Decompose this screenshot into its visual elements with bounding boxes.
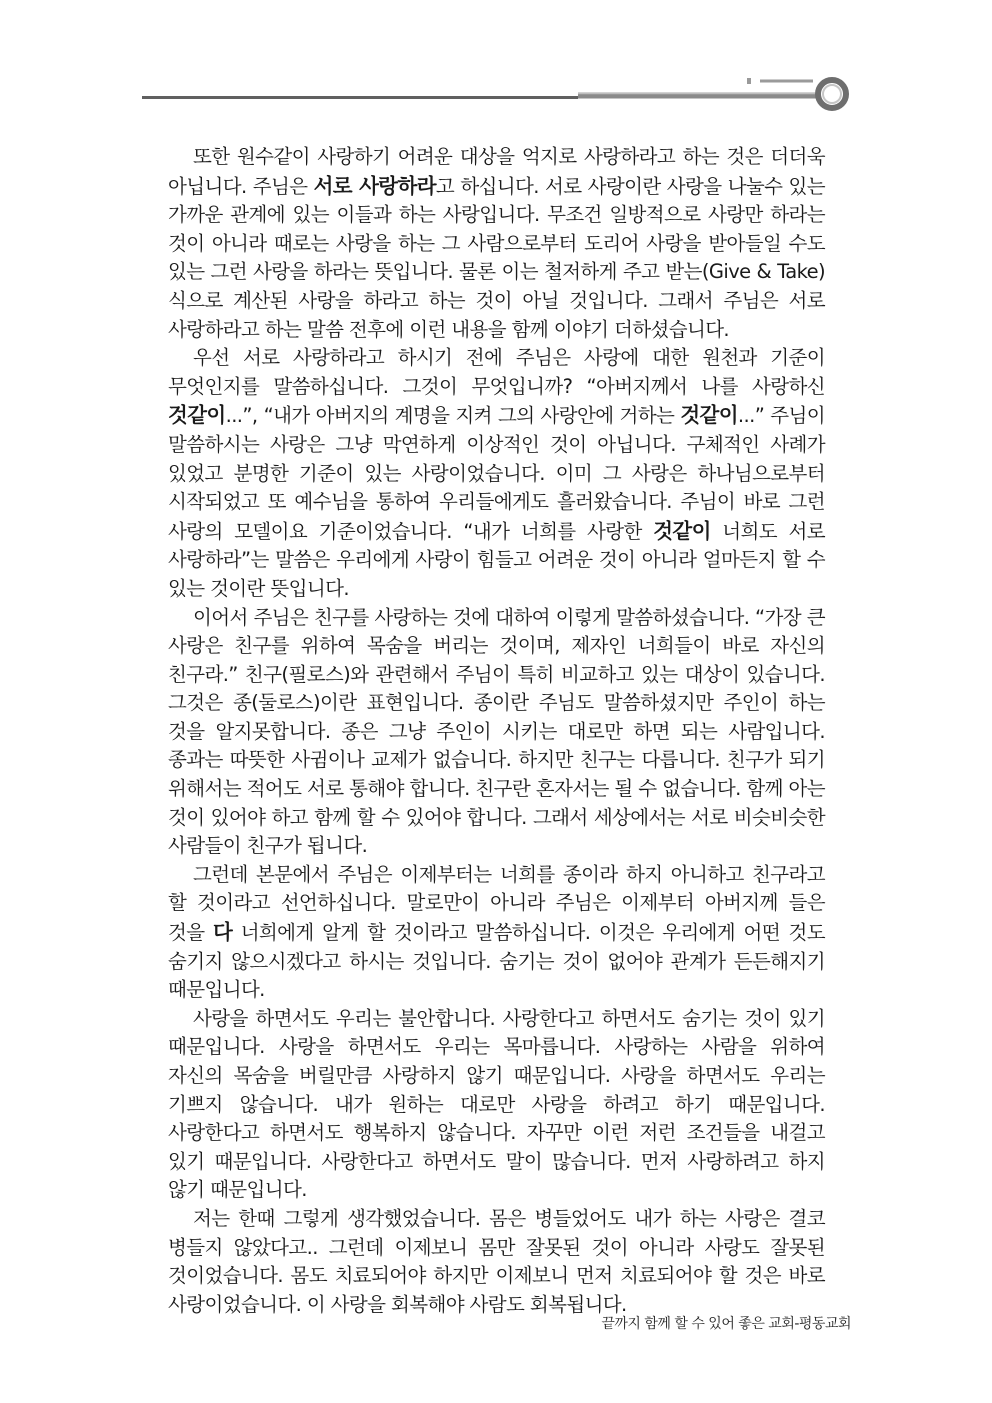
emphasis-text: 것같이 <box>653 518 711 543</box>
paragraph-text: 너희도 서로 사랑하라”는 말씀은 우리에게 사랑이 힘들고 어려운 것이 아니라 얼마든지 할 수 있는 것이란 뜻입니다. <box>168 519 825 600</box>
paragraph-text: ...” 주님이 말씀하시는 사랑은 그냥 막연하게 이상적인 것이 아닙니다. 구체적인 사례가 있었고 분명한 기준이 있는 사랑이었습니다. 이미 그 사랑은 하나님으로부터 시작되었고 또 예수님을 통하여 우리들에게도 흘러왔습니다. 주님이 바로 그런 사랑의 모델이요 기준이었습니다. “내가 너희를 사랑한 <box>168 404 825 543</box>
paragraph-text: 사랑을 하면서도 우리는 불안합니다. 사랑한다고 하면서도 숨기는 것이 있기 때문입니다. 사랑을 하면서도 우리는 목마릅니다. 사랑하는 사람을 위하여 자신의 목숨을 버릴만큼 사랑하지 않기 때문입니다. 사랑을 하면서도 우리는 기쁘지 않습니다. 내가 원하는 대로만 사랑을 하려고 하기 때문입니다. 사랑한다고 하면서도 행복하지 않습니다. 자꾸만 이런 저런 조건들을 내걸고 있기 때문입니다. 사랑한다고 하면서도 말이 많습니다. 먼저 사랑하려고 하지 않기 때문입니다. <box>168 1006 825 1202</box>
paragraph-text: 이어서 주님은 친구를 사랑하는 것에 대하여 이렇게 말씀하셨습니다. “가장 큰 사랑은 친구를 위하여 목숨을 버리는 것이며, 제자인 너희들이 바로 자신의 친구라.” 친구(필로스)와 관련해서 주님이 특히 비교하고 있는 대상이 있습니다. 그것은 종(둘로스)이란 표현입니다. 종이란 주님도 말씀하셨지만 주인이 하는 것을 알지못합니다. 종은 그냥 주인이 시키는 대로만 하면 되는 사람입니다. 종과는 따뜻한 사귐이나 교제가 없습니다. 하지만 친구는 다릅니다. 친구가 되기 위해서는 적어도 서로 통해야 합니다. 친구란 혼자서는 될 수 없습니다. 함께 아는 것이 있어야 하고 함께 할 수 있어야 합니다. 그래서 세상에서는 서로 비슷비슷한 사람들이 친구가 됩니다. <box>168 605 825 858</box>
emphasis-text: 것같이 <box>680 403 738 428</box>
paragraph-text: 저는 한때 그렇게 생각했었습니다. 몸은 병들었어도 내가 하는 사랑은 결코 병들지 않았다고.. 그런데 이제보니 몸만 잘못된 것이 아니라 사랑도 잘못된 것이었습니다. 몸도 치료되어야 하지만 이제보니 먼저 치료되어야 할 것은 바로 사랑이었습니다. 이 사랑을 회복해야 사람도 회복됩니다. <box>168 1206 825 1316</box>
paragraph-text: 너희에게 알게 할 것이라고 말씀하십니다. 이것은 우리에게 어떤 것도 숨기지 않으시겠다고 하시는 것입니다. 숨기는 것이 없어야 관계가 든든해지기 때문입니다. <box>168 921 825 1002</box>
body-paragraph <box>168 143 825 344</box>
header-ornament <box>0 0 992 130</box>
emphasis-text: 다 <box>212 920 233 945</box>
page-footer: 끝까지 함께 할 수 있어 좋은 교회-평동교회 <box>601 1316 851 1332</box>
emphasis-text: 것같이 <box>168 403 226 428</box>
body-paragraph <box>168 1005 825 1205</box>
paragraph-text: 고 하십니다. 서로 사랑이란 사랑을 나눌수 있는 가까운 관계에 있는 이들과 하는 사랑입니다. 무조건 일방적으로 사랑만 하라는 것이 아니라 때로는 사랑을 하는 그 사람으로부터 도리어 사랑을 받아들일 수도 있는 그런 사랑을 하라는 뜻입니다. 물론 이는 철저하게 주고 받는(Give & Take) 식으로 계산된 사랑을 하라고 하는 것이 아닐 것입니다. 그래서 주님은 서로 사랑하라고 하는 말씀 전후에 이런 내용을 함께 이야기 더하셨습니다. <box>168 174 825 341</box>
body-paragraph <box>168 604 825 861</box>
paragraph-text: 우선 서로 사랑하라고 하시기 전에 주님은 사랑에 대한 원천과 기준이 무엇인지를 말씀하십니다. 그것이 무엇입니까? “아버지께서 나를 사랑하신 <box>168 346 825 398</box>
body-paragraph <box>168 861 825 1005</box>
paragraph-text: 그런데 본문에서 주님은 이제부터는 너희를 종이라 하지 아니하고 친구라고 할 것이라고 선언하십니다. 말로만이 아니라 주님은 이제부터 아버지께 들은 것을 <box>168 862 825 945</box>
paragraph-text: 또한 원수같이 사랑하기 어려운 대상을 억지로 사랑하라고 하는 것은 더더욱 아닙니다. 주님은 <box>168 145 825 198</box>
body-paragraph <box>168 1205 825 1319</box>
body-text <box>168 143 825 1319</box>
emphasis-text: 서로 사랑하라 <box>313 173 436 198</box>
header-ring-inner <box>823 85 841 103</box>
body-paragraph <box>168 344 825 603</box>
header-dash-mark <box>747 78 751 84</box>
paragraph-text: ...”, “내가 아버지의 계명을 지켜 그의 사랑안에 거하는 <box>225 404 681 428</box>
